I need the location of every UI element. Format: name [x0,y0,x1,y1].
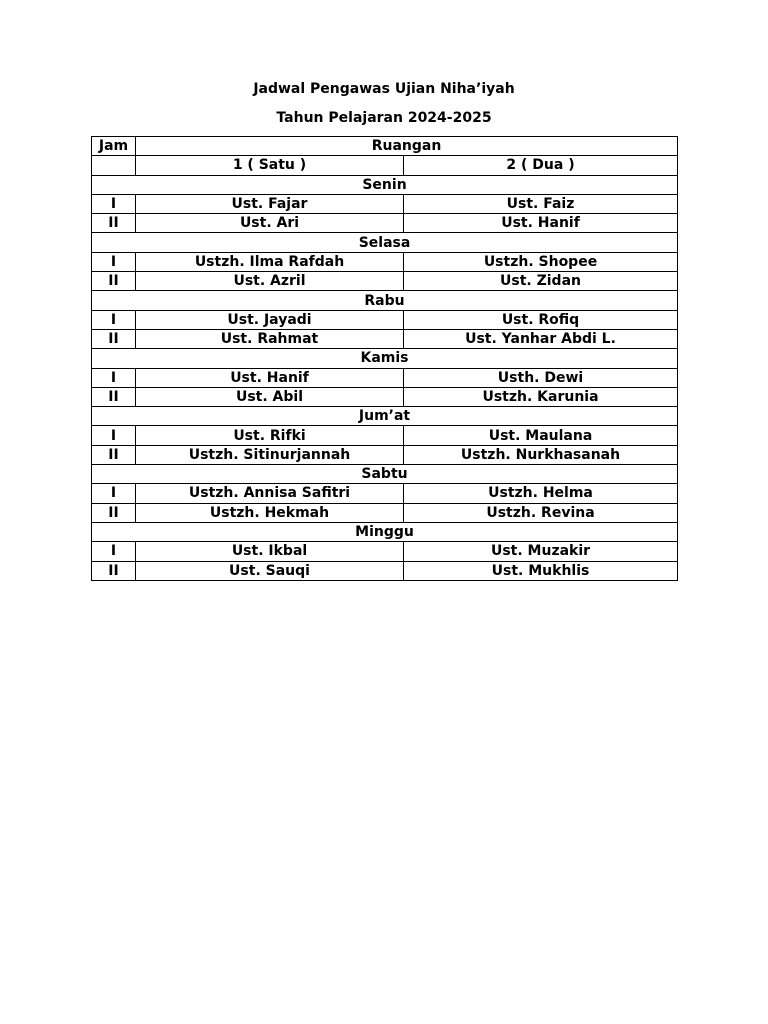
room-2-supervisor: Ust. Maulana [404,426,678,445]
session-jam: II [92,445,136,464]
session-jam: I [92,484,136,503]
session-row [92,503,678,522]
header-jam: Jam [92,137,136,156]
session-row [92,368,678,387]
session-jam: II [92,329,136,348]
session-row [92,310,678,329]
room-1-supervisor: Ust. Ari [136,214,404,233]
session-jam: II [92,503,136,522]
day-name: Senin [92,175,678,194]
room-1-supervisor: Ust. Jayadi [136,310,404,329]
day-row [92,407,678,426]
session-row [92,484,678,503]
room-1-supervisor: Ustzh. Annisa Safitri [136,484,404,503]
room-1-supervisor: Ustzh. Ilma Rafdah [136,252,404,271]
session-row [92,542,678,561]
room-2-supervisor: Ustzh. Shopee [404,252,678,271]
room-2-supervisor: Ustzh. Revina [404,503,678,522]
session-jam: II [92,387,136,406]
session-row [92,561,678,580]
room-1-supervisor: Ust. Fajar [136,194,404,213]
header-room-1: 1 ( Satu ) [136,156,404,175]
room-2-supervisor: Ustzh. Nurkhasanah [404,445,678,464]
document-subtitle: Tahun Pelajaran 2024-2025 [276,110,492,126]
room-1-supervisor: Ust. Rahmat [136,329,404,348]
session-jam: II [92,272,136,291]
session-jam: II [92,214,136,233]
session-jam: I [92,310,136,329]
session-jam: I [92,194,136,213]
header-ruangan: Ruangan [136,137,678,156]
session-jam: I [92,426,136,445]
room-2-supervisor: Ust. Faiz [404,194,678,213]
session-row [92,214,678,233]
schedule-table [91,136,678,581]
session-row [92,387,678,406]
room-1-supervisor: Ust. Rifki [136,426,404,445]
day-name: Selasa [92,233,678,252]
session-row [92,194,678,213]
session-row [92,426,678,445]
room-2-supervisor: Ust. Yanhar Abdi L. [404,329,678,348]
document-title: Jadwal Pengawas Ujian Niha’iyah [253,81,515,97]
room-2-supervisor: Usth. Dewi [404,368,678,387]
header-room-2: 2 ( Dua ) [404,156,678,175]
room-2-supervisor: Ust. Mukhlis [404,561,678,580]
session-jam: I [92,252,136,271]
session-jam: I [92,368,136,387]
room-1-supervisor: Ust. Abil [136,387,404,406]
day-row [92,233,678,252]
room-1-supervisor: Ust. Sauqi [136,561,404,580]
header-rooms-row [92,156,678,175]
day-name: Kamis [92,349,678,368]
day-name: Sabtu [92,465,678,484]
header-row [92,137,678,156]
session-row [92,445,678,464]
schedule-table-body [92,137,678,581]
room-2-supervisor: Ust. Zidan [404,272,678,291]
session-jam: II [92,561,136,580]
room-1-supervisor: Ust. Hanif [136,368,404,387]
room-1-supervisor: Ustzh. Hekmah [136,503,404,522]
room-2-supervisor: Ust. Hanif [404,214,678,233]
day-row [92,522,678,541]
day-row [92,349,678,368]
session-jam: I [92,542,136,561]
day-name: Minggu [92,522,678,541]
session-row [92,329,678,348]
room-1-supervisor: Ust. Azril [136,272,404,291]
room-2-supervisor: Ustzh. Karunia [404,387,678,406]
day-name: Jum’at [92,407,678,426]
room-1-supervisor: Ust. Ikbal [136,542,404,561]
day-row [92,175,678,194]
day-row [92,291,678,310]
room-2-supervisor: Ust. Rofiq [404,310,678,329]
room-1-supervisor: Ustzh. Sitinurjannah [136,445,404,464]
session-row [92,272,678,291]
room-2-supervisor: Ust. Muzakir [404,542,678,561]
room-2-supervisor: Ustzh. Helma [404,484,678,503]
day-row [92,465,678,484]
day-name: Rabu [92,291,678,310]
session-row [92,252,678,271]
header-jam-empty [92,156,136,175]
